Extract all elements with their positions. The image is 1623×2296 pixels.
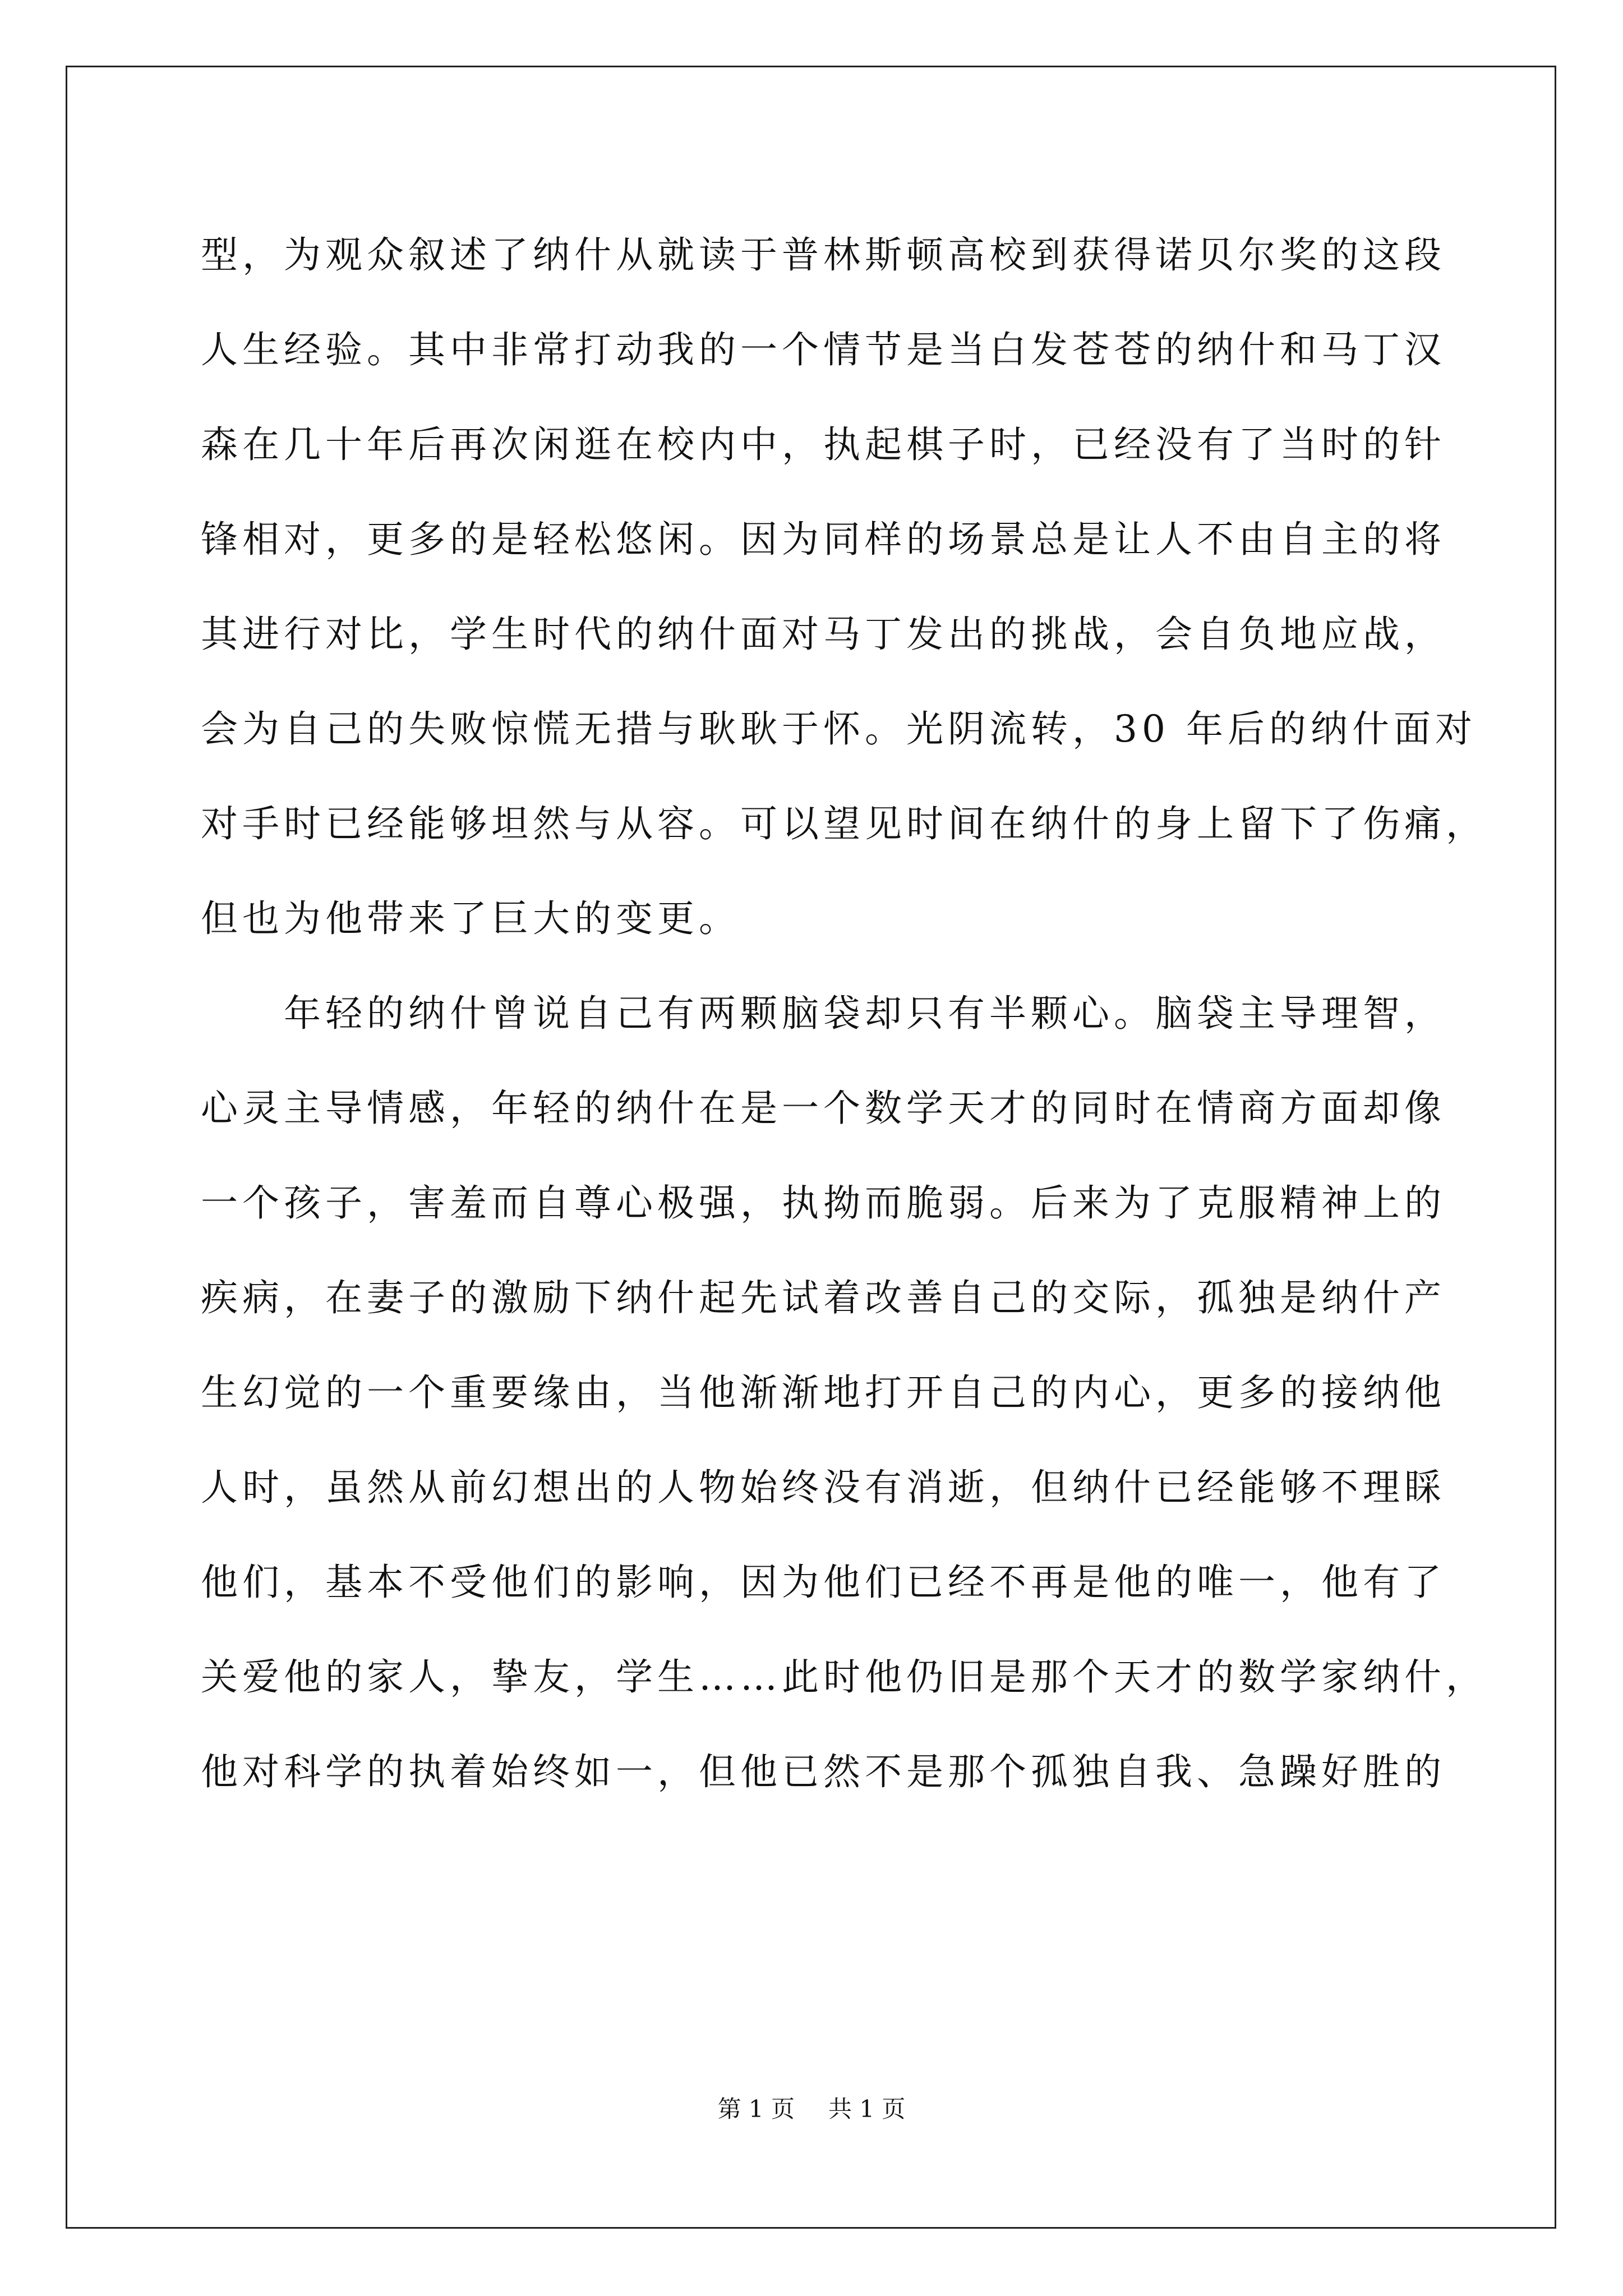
text-line: 他对科学的执着始终如一，但他已然不是那个孤独自我、急躁好胜的: [201, 1750, 1446, 1793]
text-line: 人生经验。其中非常打动我的一个情节是当白发苍苍的纳什和马丁汉: [201, 328, 1446, 371]
text-line: 心灵主导情感，年轻的纳什在是一个数学天才的同时在情商方面却像: [201, 1087, 1446, 1130]
page-footer: [0, 2092, 1623, 2126]
paragraph-2: [201, 966, 1487, 1819]
text-line: 一个孩子，害羞而自尊心极强，执拗而脆弱。后来为了克服精神上的: [201, 1181, 1446, 1225]
text-line: 生幻觉的一个重要缘由，当他渐渐地打开自己的内心，更多的接纳他: [201, 1371, 1446, 1414]
text-line: 对手时已经能够坦然与从容。可以望见时间在纳什的身上留下了伤痛，: [201, 802, 1487, 845]
text-line: 其进行对比，学生时代的纳什面对马丁发出的挑战，会自负地应战，: [201, 613, 1446, 656]
text-line: 年轻的纳什曾说自己有两颗脑袋却只有半颗心。脑袋主导理智，: [284, 992, 1446, 1035]
text-line: 但也为他带来了巨大的变更。: [201, 897, 740, 940]
document-body: [201, 208, 1487, 1819]
text-line: 型，为观众叙述了纳什从就读于普林斯顿高校到获得诺贝尔奖的这段: [201, 233, 1446, 277]
text-line: 他们，基本不受他们的影响，因为他们已经不再是他的唯一，他有了: [201, 1561, 1446, 1604]
page-total: 共 1 页: [828, 2095, 906, 2123]
paragraph-1: [201, 208, 1487, 966]
text-line: 会为自己的失败惊慌无措与耿耿于怀。光阴流转，30 年后的纳什面对: [201, 707, 1477, 751]
text-line: 关爱他的家人，挚友，学生……此时他仍旧是那个天才的数学家纳什，: [201, 1655, 1487, 1699]
text-line: 森在几十年后再次闲逛在校内中，执起棋子时，已经没有了当时的针: [201, 423, 1446, 466]
page-number: 第 1 页: [717, 2095, 795, 2123]
text-line: 锋相对，更多的是轻松悠闲。因为同样的场景总是让人不由自主的将: [201, 518, 1446, 561]
text-line: 人时，虽然从前幻想出的人物始终没有消逝，但纳什已经能够不理睬: [201, 1466, 1446, 1509]
text-line: 疾病，在妻子的激励下纳什起先试着改善自己的交际，孤独是纳什产: [201, 1276, 1446, 1319]
